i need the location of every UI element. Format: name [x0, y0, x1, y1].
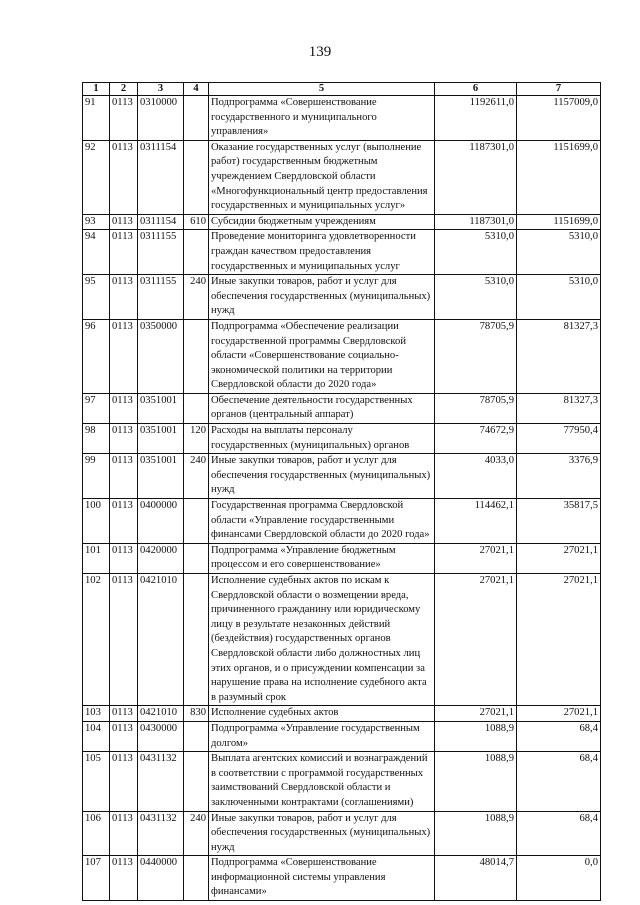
- amount-col-7: 68,4: [517, 721, 601, 751]
- amount-col-6: 1187301,0: [435, 214, 517, 230]
- expense-type-code: 240: [184, 275, 209, 320]
- target-code: 0421010: [138, 574, 184, 706]
- table-body: [83, 96, 601, 901]
- amount-col-6: 27021,1: [435, 706, 517, 722]
- amount-col-6: 1088,9: [435, 721, 517, 751]
- target-code: 0351001: [138, 393, 184, 423]
- page-number: 139: [308, 44, 332, 60]
- item-name: [209, 454, 435, 499]
- section-code: 0113: [110, 811, 138, 856]
- expense-type-code: 240: [184, 811, 209, 856]
- expense-type-code: [184, 140, 209, 214]
- item-name-line: Подпрограмма «Совершенствование: [211, 857, 377, 869]
- table-row: [83, 856, 601, 901]
- amount-col-7: 68,4: [517, 752, 601, 811]
- target-code: 0431132: [138, 811, 184, 856]
- expense-type-code: [184, 856, 209, 901]
- amount-col-6: 1192611,0: [435, 96, 517, 141]
- target-code: 0351001: [138, 454, 184, 499]
- section-code: 0113: [110, 752, 138, 811]
- section-code: 0113: [110, 424, 138, 454]
- item-name-line: Исполнение судебных актов: [211, 707, 339, 719]
- row-number: 97: [83, 393, 110, 423]
- column-header: 7: [517, 83, 601, 96]
- expense-type-code: [184, 230, 209, 275]
- row-number: 96: [83, 319, 110, 393]
- item-name-line: Иные закупки товаров, работ и услуг для: [211, 276, 397, 288]
- item-name-line: обеспечения государственных (муниципальных): [211, 827, 431, 839]
- amount-col-6: 5310,0: [435, 230, 517, 275]
- item-name-line: финансами Свердловской области до 2020 года»: [211, 529, 430, 541]
- item-name-line: Подпрограмма «Совершенствование: [211, 97, 377, 108]
- amount-col-7: 1157009,0: [517, 96, 601, 141]
- target-code: 0350000: [138, 319, 184, 393]
- column-header: 6: [435, 83, 517, 96]
- target-code: 0351001: [138, 424, 184, 454]
- amount-col-6: 1088,9: [435, 811, 517, 856]
- amount-col-7: 35817,5: [517, 499, 601, 544]
- expense-type-code: 830: [184, 706, 209, 722]
- target-code: 0440000: [138, 856, 184, 901]
- target-code: 0431132: [138, 752, 184, 811]
- section-code: 0113: [110, 574, 138, 706]
- row-number: 92: [83, 140, 110, 214]
- item-name-line: Подпрограмма «Управление государственным: [211, 722, 420, 734]
- item-name-line: Выплата агентских комиссий и вознаграждений: [211, 753, 428, 765]
- item-name-line: органов (центральный аппарат): [211, 409, 354, 421]
- expense-type-code: [184, 96, 209, 141]
- amount-col-6: 74672,9: [435, 424, 517, 454]
- row-number: 94: [83, 230, 110, 275]
- item-name-line: Иные закупки товаров, работ и услуг для: [211, 812, 397, 824]
- table-row: [83, 752, 601, 811]
- column-header: 5: [209, 83, 435, 96]
- item-name-line: государственной программы Свердловской: [211, 335, 406, 347]
- row-number: 99: [83, 454, 110, 499]
- item-name-line: процессом и его совершенствование»: [211, 559, 381, 571]
- section-code: 0113: [110, 543, 138, 573]
- item-name-line: нужд: [211, 484, 235, 496]
- table-row: [83, 230, 601, 275]
- column-header: 3: [138, 83, 184, 96]
- row-number: 95: [83, 275, 110, 320]
- table-row: [83, 706, 601, 722]
- item-name-line: в разумный срок: [211, 691, 287, 703]
- amount-col-7: 77950,4: [517, 424, 601, 454]
- table-header-row: [83, 83, 601, 96]
- amount-col-7: 81327,3: [517, 319, 601, 393]
- item-name-line: обеспечения государственных (муниципальных): [211, 469, 431, 481]
- table-row: [83, 214, 601, 230]
- item-name-line: причиненного гражданину или юридическому: [211, 604, 421, 616]
- table-row: [83, 811, 601, 856]
- section-code: 0113: [110, 721, 138, 751]
- row-number: 105: [83, 752, 110, 811]
- item-name-line: государственных (муниципальных) органов: [211, 439, 410, 451]
- item-name-line: Обеспечение деятельности государственных: [211, 394, 413, 406]
- item-name-line: (бездействия) государственных органов: [211, 633, 391, 645]
- target-code: 0310000: [138, 96, 184, 141]
- expense-type-code: [184, 721, 209, 751]
- row-number: 106: [83, 811, 110, 856]
- item-name-line: государственного и муниципального: [211, 111, 377, 123]
- amount-col-6: 4033,0: [435, 454, 517, 499]
- item-name-line: работ) государственным бюджетным: [211, 156, 378, 168]
- expense-type-code: [184, 319, 209, 393]
- item-name-line: Подпрограмма «Управление бюджетным: [211, 544, 396, 556]
- item-name-line: Подпрограмма «Обеспечение реализации: [211, 320, 399, 332]
- table-row: [83, 543, 601, 573]
- budget-table: [82, 82, 601, 901]
- item-name-line: государственных и муниципальных услуг: [211, 260, 400, 272]
- item-name-line: финансами»: [211, 886, 267, 898]
- amount-col-7: 5310,0: [517, 275, 601, 320]
- item-name: [209, 275, 435, 320]
- item-name-line: заключенными контрактами (соглашениями): [211, 796, 414, 808]
- section-code: 0113: [110, 319, 138, 393]
- amount-col-6: 48014,7: [435, 856, 517, 901]
- item-name-line: учреждением Свердловской области: [211, 170, 376, 182]
- amount-col-6: 78705,9: [435, 319, 517, 393]
- item-name-line: области «Управление государственными: [211, 514, 395, 526]
- row-number: 104: [83, 721, 110, 751]
- item-name-line: Государственная программа Свердловской: [211, 500, 404, 512]
- column-header: 1: [83, 83, 110, 96]
- section-code: 0113: [110, 214, 138, 230]
- amount-col-7: 27021,1: [517, 543, 601, 573]
- row-number: 101: [83, 543, 110, 573]
- item-name: [209, 856, 435, 901]
- item-name: [209, 752, 435, 811]
- item-name-line: в соответствии с программой государственных: [211, 767, 424, 779]
- item-name: [209, 96, 435, 141]
- table-row: [83, 393, 601, 423]
- target-code: 0421010: [138, 706, 184, 722]
- item-name: [209, 543, 435, 573]
- row-number: 93: [83, 214, 110, 230]
- amount-col-7: 27021,1: [517, 706, 601, 722]
- item-name: [209, 811, 435, 856]
- item-name-line: экономической политики на территории: [211, 364, 393, 376]
- amount-col-7: 81327,3: [517, 393, 601, 423]
- item-name-line: нужд: [211, 305, 235, 317]
- section-code: 0113: [110, 856, 138, 901]
- item-name-line: Расходы на выплаты персоналу: [211, 425, 353, 437]
- amount-col-7: 1151699,0: [517, 140, 601, 214]
- item-name-line: Субсидии бюджетным учреждениям: [211, 215, 376, 227]
- expense-type-code: 610: [184, 214, 209, 230]
- item-name-line: Проведение мониторинга удовлетворенности: [211, 231, 416, 243]
- item-name-line: области «Совершенствование социально-: [211, 350, 399, 362]
- target-code: 0311154: [138, 214, 184, 230]
- expense-type-code: [184, 393, 209, 423]
- target-code: 0311154: [138, 140, 184, 214]
- item-name: [209, 574, 435, 706]
- amount-col-6: 5310,0: [435, 275, 517, 320]
- amount-col-6: 78705,9: [435, 393, 517, 423]
- table-row: [83, 574, 601, 706]
- expense-type-code: [184, 574, 209, 706]
- section-code: 0113: [110, 499, 138, 544]
- item-name: [209, 499, 435, 544]
- amount-col-6: 1187301,0: [435, 140, 517, 214]
- table-row: [83, 499, 601, 544]
- section-code: 0113: [110, 706, 138, 722]
- target-code: 0311155: [138, 275, 184, 320]
- amount-col-7: 68,4: [517, 811, 601, 856]
- item-name-line: информационной системы управления: [211, 871, 386, 883]
- item-name: [209, 230, 435, 275]
- table-row: [83, 140, 601, 214]
- item-name: [209, 214, 435, 230]
- item-name-line: Свердловской области либо должностных лиц: [211, 647, 421, 659]
- item-name-line: граждан качеством предоставления: [211, 245, 372, 257]
- column-header: 2: [110, 83, 138, 96]
- amount-col-7: 27021,1: [517, 574, 601, 706]
- table-row: [83, 454, 601, 499]
- target-code: 0400000: [138, 499, 184, 544]
- row-number: 107: [83, 856, 110, 901]
- row-number: 91: [83, 96, 110, 141]
- item-name-line: «Многофункциональный центр предоставления: [211, 185, 428, 197]
- section-code: 0113: [110, 140, 138, 214]
- item-name: [209, 706, 435, 722]
- expense-type-code: 120: [184, 424, 209, 454]
- section-code: 0113: [110, 454, 138, 499]
- item-name-line: управления»: [211, 126, 269, 138]
- item-name-line: государственных и муниципальных услуг»: [211, 200, 406, 212]
- item-name-line: заимствований Свердловской области и: [211, 782, 391, 794]
- target-code: 0420000: [138, 543, 184, 573]
- target-code: 0311155: [138, 230, 184, 275]
- amount-col-7: 5310,0: [517, 230, 601, 275]
- section-code: 0113: [110, 96, 138, 141]
- amount-col-6: 27021,1: [435, 574, 517, 706]
- table-row: [83, 96, 601, 141]
- amount-col-7: 1151699,0: [517, 214, 601, 230]
- table-row: [83, 319, 601, 393]
- column-header: 4: [184, 83, 209, 96]
- table-row: [83, 275, 601, 320]
- item-name: [209, 721, 435, 751]
- item-name-line: долгом»: [211, 737, 249, 749]
- item-name: [209, 140, 435, 214]
- amount-col-7: 3376,9: [517, 454, 601, 499]
- amount-col-6: 1088,9: [435, 752, 517, 811]
- item-name: [209, 319, 435, 393]
- expense-type-code: [184, 499, 209, 544]
- item-name-line: обеспечения государственных (муниципальных): [211, 290, 431, 302]
- row-number: 102: [83, 574, 110, 706]
- item-name-line: Свердловской области о возмещении вреда,: [211, 589, 409, 601]
- row-number: 98: [83, 424, 110, 454]
- amount-col-6: 114462,1: [435, 499, 517, 544]
- amount-col-7: 0,0: [517, 856, 601, 901]
- section-code: 0113: [110, 393, 138, 423]
- expense-type-code: [184, 752, 209, 811]
- item-name: [209, 424, 435, 454]
- table-row: [83, 424, 601, 454]
- expense-type-code: 240: [184, 454, 209, 499]
- item-name-line: лицу в результате незаконных действий: [211, 618, 391, 630]
- item-name-line: Исполнение судебных актов по искам к: [211, 575, 390, 586]
- item-name: [209, 393, 435, 423]
- item-name-line: нужд: [211, 841, 235, 853]
- section-code: 0113: [110, 230, 138, 275]
- row-number: 103: [83, 706, 110, 722]
- item-name-line: этих органов, и о присуждении компенсации за: [211, 662, 425, 674]
- item-name-line: Иные закупки товаров, работ и услуг для: [211, 455, 397, 467]
- target-code: 0430000: [138, 721, 184, 751]
- item-name-line: Оказание государственных услуг (выполнение: [211, 141, 422, 153]
- item-name-line: нарушение права на исполнение судебного акта: [211, 677, 427, 689]
- amount-col-6: 27021,1: [435, 543, 517, 573]
- item-name-line: Свердловской области до 2020 года»: [211, 379, 377, 391]
- row-number: 100: [83, 499, 110, 544]
- expense-type-code: [184, 543, 209, 573]
- section-code: 0113: [110, 275, 138, 320]
- table-row: [83, 721, 601, 751]
